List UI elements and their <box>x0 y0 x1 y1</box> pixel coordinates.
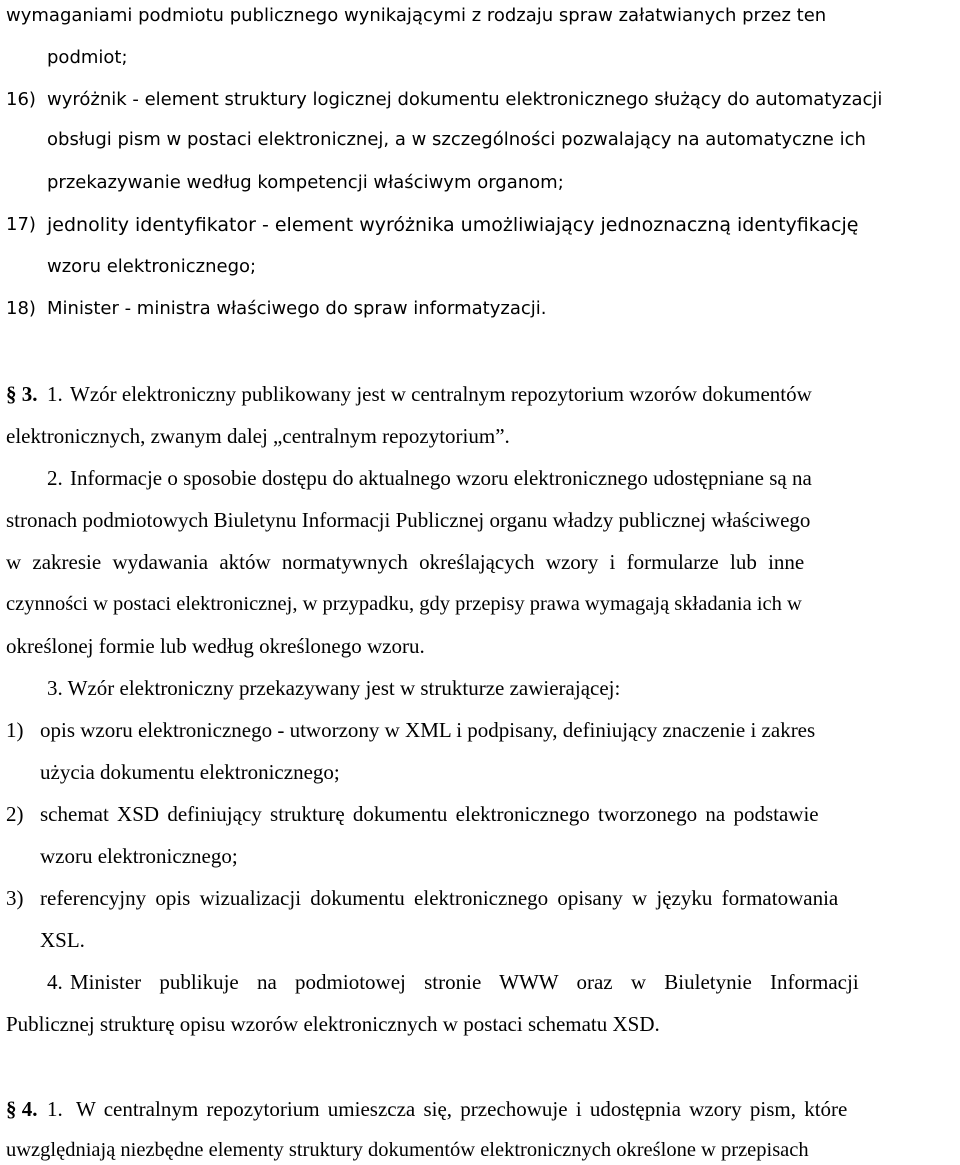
text-line: wyróżnik - element struktury logicznej dokumentu elektronicznego służący do automatyzacji <box>47 89 883 110</box>
text-line: wzoru elektronicznego; <box>40 844 238 868</box>
text-line: Minister publikuje na podmiotowej stronie WWW oraz w Biuletynie Informacji <box>70 970 859 994</box>
text-line: referencyjny opis wizualizacji dokumentu elektronicznego opisany w języku formatowania <box>40 886 839 910</box>
text-line: opis wzoru elektronicznego - utworzony w XML i podpisany, definiujący znaczenie i zakres <box>40 718 816 742</box>
list-number: 17) <box>6 214 36 235</box>
text-line: obsługi pism w postaci elektronicznej, a w szczególności pozwalający na automatyczne ich <box>47 129 866 150</box>
text-line: XSL. <box>40 928 85 952</box>
text-line: Minister - ministra właściwego do spraw informatyzacji. <box>47 298 547 319</box>
list-number: 3) <box>6 886 24 910</box>
text-line: w zakresie wydawania aktów normatywnych określających wzory i formularze lub inne <box>6 550 805 574</box>
text-line: elektronicznych, zwanym dalej „centralnym repozytorium”. <box>6 424 510 448</box>
text-line: W centralnym repozytorium umieszcza się, przechowuje i udostępnia wzory pism, które <box>76 1097 848 1121</box>
text-line: podmiot; <box>47 47 128 68</box>
text-line: Informacje o sposobie dostępu do aktualnego wzoru elektronicznego udostępniane są na <box>70 466 812 490</box>
list-number: 2. <box>47 466 63 490</box>
text-line: wzoru elektronicznego; <box>47 256 257 277</box>
list-number: 1) <box>6 718 24 742</box>
text-line: uwzględniają niezbędne elementy struktury dokumentów elektronicznych określone w przepisach <box>6 1139 809 1161</box>
text-line: Publicznej strukturę opisu wzorów elektronicznych w postaci schematu XSD. <box>6 1012 660 1036</box>
text-line: określonej formie lub według określonego wzoru. <box>6 634 425 658</box>
text-line: czynności w postaci elektronicznej, w przypadku, gdy przepisy prawa wymagają składania ich w <box>6 593 802 615</box>
list-number: 1. <box>47 382 63 406</box>
text-line: przekazywanie według kompetencji właściwym organom; <box>47 172 564 193</box>
text-line: wymaganiami podmiotu publicznego wynikającymi z rodzaju spraw załatwianych przez ten <box>6 5 827 26</box>
list-number: 18) <box>6 298 36 319</box>
text-line: Wzór elektroniczny publikowany jest w centralnym repozytorium wzorów dokumentów <box>70 382 812 406</box>
text-line: schemat XSD definiujący strukturę dokumentu elektronicznego tworzonego na podstawie <box>40 802 819 826</box>
list-number: 1. <box>47 1097 63 1121</box>
text-line: jednolity identyfikator - element wyróżnika umożliwiający jednoznaczną identyfikację <box>47 214 859 236</box>
list-number: 4. <box>47 970 63 994</box>
text-line: stronach podmiotowych Biuletynu Informacji Publicznej organu władzy publicznej właściwego <box>6 508 811 532</box>
text-line: użycia dokumentu elektronicznego; <box>40 760 340 784</box>
text-line: 3. Wzór elektroniczny przekazywany jest w strukturze zawierającej: <box>47 676 621 700</box>
section-heading: § 3. <box>6 382 38 406</box>
list-number: 16) <box>6 89 36 110</box>
list-number: 2) <box>6 802 24 826</box>
section-heading: § 4. <box>6 1097 38 1121</box>
